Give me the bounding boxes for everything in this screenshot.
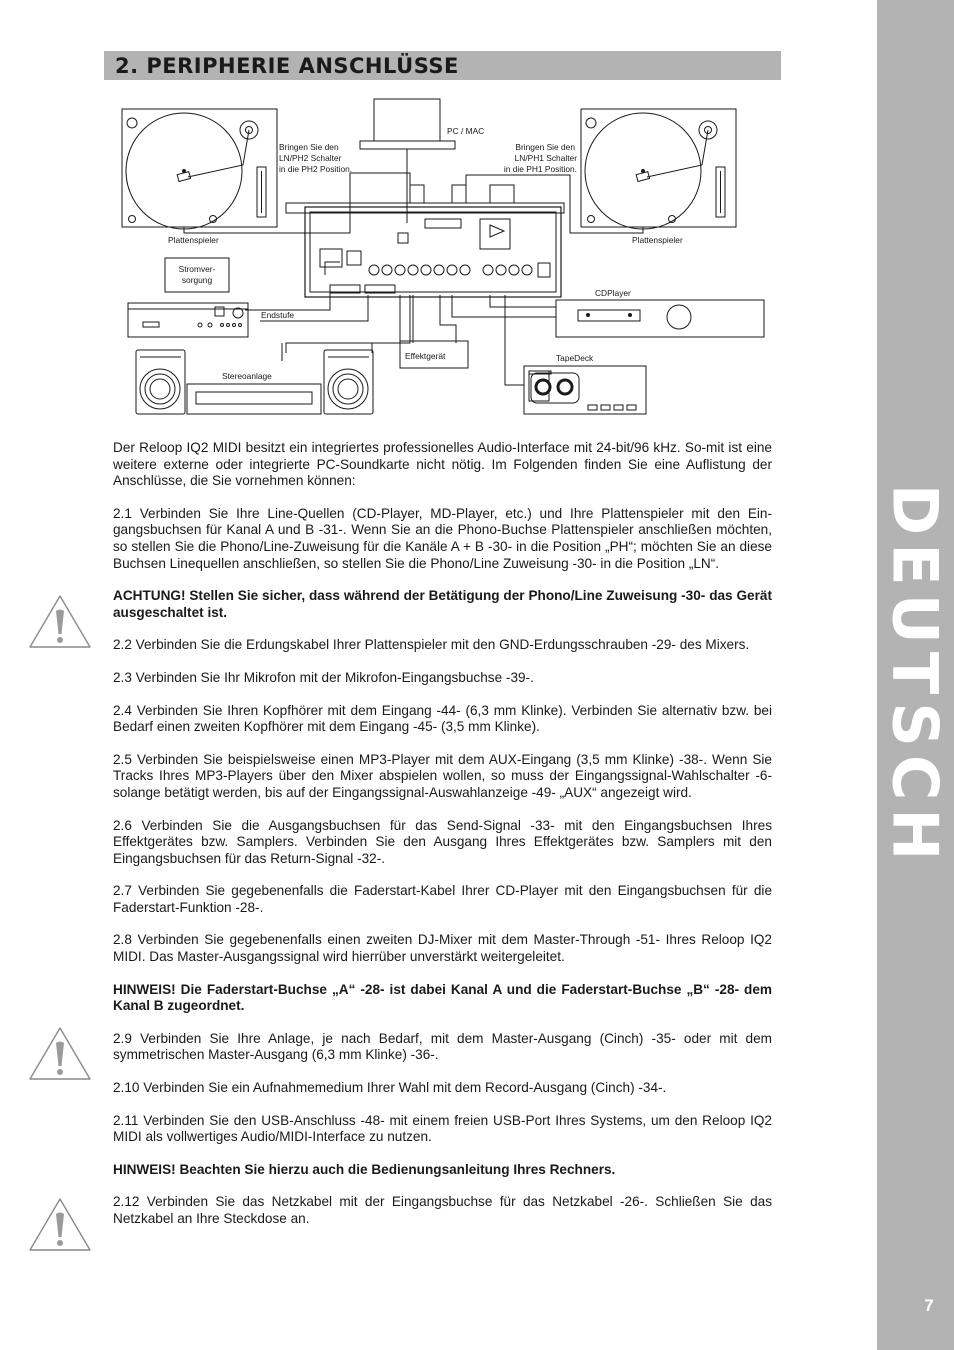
- amplifier-image: [128, 303, 248, 337]
- warning-icon: [28, 593, 92, 649]
- turntable-left-image: [122, 109, 277, 229]
- paragraph-2-11: 2.11 Verbinden Sie den USB-Anschluss -48- mit einem freien USB-Port Ihres Systems, um den Reloop IQ2 MIDI als vollwertiges Audio/MIDI-Interface zu nutzen.: [113, 1112, 772, 1145]
- speaker-right-image: [324, 350, 373, 414]
- paragraph-2-7: 2.7 Verbinden Sie gegebenenfalls die Faderstart-Kabel Ihrer CD-Player mit den Eingangsbuchsen für die Faderstart-Funktion -28-.: [113, 883, 772, 915]
- paragraph-2-4: 2.4 Verbinden Sie Ihren Kopfhörer mit dem Eingang -44- (6,3 mm Klinke). Verbinden Sie alternativ bzw. bei Bedarf einen zweiten Kopfhörer mit dem Eingang -45- (3,5 mm Klinke).: [113, 702, 772, 735]
- ph2-note-line-3: in die PH2 Position.: [279, 164, 353, 174]
- stereo-system-image: [187, 384, 321, 414]
- paragraph-2-1: 2.1 Verbinden Sie Ihre Line-Quellen (CD-Player, MD-Player, etc.) und Ihre Plattenspieler mit den Ein-gangsbuchsen für Kanal A und B -31-. Wenn Sie an die Phono-Buchse Plattenspieler anschließen möchten, so stellen Sie die Phono/Line-Zuweisung für die Kanäle A + B -30- in die Position „PH“; möchten Sie an diese Buchsen Linequellen anschließen, so stellen Sie die Phono/Line Zuweisung -30- in die Position „LN“.: [113, 505, 772, 571]
- speaker-left-image: [136, 350, 185, 414]
- ph1-note-line-1: Bringen Sie den: [515, 142, 575, 152]
- stereo-system-label: Stereoanlage: [222, 371, 272, 381]
- amplifier-label: Endstufe: [261, 310, 295, 320]
- power-supply-label-line-1: Stromver-: [178, 264, 216, 274]
- ph2-note-line-2: LN/PH2 Schalter: [279, 153, 342, 163]
- paragraph-2-9: 2.9 Verbinden Sie Ihre Anlage, je nach Bedarf, mit dem Master-Ausgang (Cinch) -35- oder mit dem symmetrischen Master-Ausgang (6,3 mm Klinke) -36-.: [113, 1030, 772, 1063]
- turntable-right-label: Plattenspieler: [632, 235, 683, 245]
- ph1-note-line-2: LN/PH1 Schalter: [514, 153, 577, 163]
- cable-lines: [181, 149, 643, 385]
- paragraph-2-5: 2.5 Verbinden Sie beispielsweise einen MP3-Player mit dem AUX-Eingang (3,5 mm Klinke) -38-. Wenn Sie Tracks Ihres MP3-Players über den Mixer abspielen wollen, so muss der Eingangssignal-Wahlschalter -6- solange betätigt werden, bis auf der Eingangssignal-Auswahlanzeige -49- „AUX“ angezeigt wird.: [113, 751, 772, 800]
- tapedeck-image: [524, 366, 646, 414]
- paragraph-2-8: 2.8 Verbinden Sie gegebenenfalls einen zweiten DJ-Mixer mit dem Master-Through -51- Ihres Reloop IQ2 MIDI. Das Master-Ausgangssignal wird hierrüber unverstärkt weitergeleitet.: [113, 932, 772, 965]
- language-label: DEUTSCH: [878, 483, 952, 869]
- turntable-right-image: [581, 109, 736, 229]
- cdplayer-image: [556, 300, 764, 337]
- turntable-left-label: Plattenspieler: [168, 235, 219, 245]
- power-supply-label-line-2: sorgung: [181, 275, 213, 285]
- note-faderstart: HINWEIS! Die Faderstart-Buchse „A“ -28- ist dabei Kanal A und die Faderstart-Buchse „B“ -28- dem Kanal B zugeordnet.: [113, 981, 772, 1014]
- note-computer-manual: HINWEIS! Beachten Sie hierzu auch die Bedienungsanleitung Ihres Rechners.: [113, 1161, 616, 1177]
- warning-phono-line: ACHTUNG! Stellen Sie sicher, dass während der Betätigung der Phono/Line Zuweisung -30- das Gerät ausgeschaltet ist.: [113, 588, 772, 620]
- paragraph-2-10: 2.10 Verbinden Sie ein Aufnahmemedium Ihrer Wahl mit dem Record-Ausgang (Cinch) -34-.: [113, 1080, 667, 1096]
- mixer-image: [286, 185, 564, 297]
- instructions-body: [113, 440, 772, 1244]
- tapedeck-label: TapeDeck: [556, 353, 594, 363]
- page-number: 7: [924, 1296, 934, 1315]
- ph2-note-line-1: Bringen Sie den: [279, 142, 339, 152]
- laptop-image: [360, 99, 455, 149]
- warning-icon: [28, 1025, 92, 1081]
- paragraph-2-6: 2.6 Verbinden Sie die Ausgangsbuchsen für das Send-Signal -33- mit den Eingangsbuchsen Ihres Effektgerätes bzw. Samplers. Verbinden Sie den Ausgang Ihres Effektgerätes bzw. Samplers mit den Eingangsbuchsen für das Return-Signal -32-.: [113, 817, 772, 866]
- warning-icon: [28, 1196, 92, 1252]
- section-title-bar: [104, 51, 781, 80]
- section-title: 2. PERIPHERIE ANSCHLÜSSE: [115, 54, 459, 78]
- intro-paragraph: Der Reloop IQ2 MIDI besitzt ein integriertes professionelles Audio-Interface mit 24-bit/96 kHz. So-mit ist eine weitere externe oder integrierte PC-Soundkarte nicht nötig. Im Folgenden finden Sie eine Auflistung der Anschlüsse, die Sie vornehmen können:: [113, 440, 772, 489]
- paragraph-2-12: 2.12 Verbinden Sie das Netzkabel mit der Eingangsbuchse für das Netzkabel -26-. Schließen Sie das Netzkabel an Ihre Steckdose an.: [113, 1194, 772, 1226]
- paragraph-2-3: 2.3 Verbinden Sie Ihr Mikrofon mit der Mikrofon-Eingangsbuchse -39-.: [113, 669, 534, 685]
- connection-diagram: [110, 95, 780, 420]
- pc-label: PC / MAC: [447, 126, 485, 136]
- effects-unit-label: Effektgerät: [405, 351, 446, 361]
- cdplayer-label: CDPlayer: [595, 288, 631, 298]
- ph1-note-line-3: in die PH1 Position.: [503, 164, 577, 174]
- paragraph-2-2: 2.2 Verbinden Sie die Erdungskabel Ihrer Plattenspieler mit den GND-Erdungsschrauben -29- des Mixers.: [113, 637, 750, 653]
